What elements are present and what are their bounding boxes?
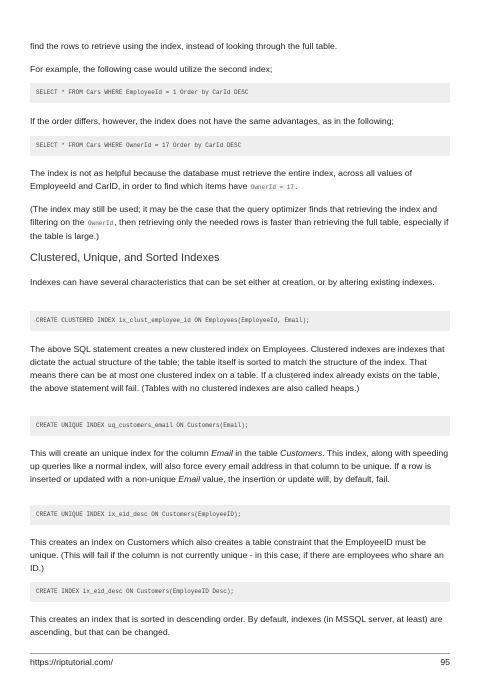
code-block: CREATE UNIQUE INDEX uq_customers_email ON Customers(Email); [30,416,450,436]
paragraph: The index is not as helpful because the database must retrieve the entire index, across all values of EmployeeId and CarID, in order to find which items have OwnerId = 17. [30,168,412,191]
paragraph: This creates an index on Customers which also creates a table constraint that the EmployeeID must be unique. (This will fail if the column is not currently unique - in this case, if there are employees who share an ID.) [30,537,444,573]
section-heading: Clustered, Unique, and Sorted Indexes [30,252,220,264]
paragraph: This will create an unique index for the column Email in the table Customers. This index, along with speeding up queries like a normal index, will also force every email address in that column to be unique. If a row is inserted or updated with a non-unique Email value, the insertion or update will, by default, fail. [30,448,449,484]
code-block: CREATE UNIQUE INDEX ix_eid_desc ON Customers(EmployeeID); [30,505,450,525]
paragraph: find the rows to retrieve using the index, instead of looking through the full table. [30,41,338,51]
paragraph: This creates an index that is sorted in descending order. By default, indexes (in MSSQL server, at least) are ascending, but that can be changed. [30,614,443,637]
page-number: 95 [440,657,450,667]
footer-url[interactable]: https://riptutorial.com/ [30,657,114,667]
code-block: CREATE CLUSTERED INDEX ix_clust_employee_id ON Employees(EmployeeId, Email); [30,311,450,331]
paragraph: The above SQL statement creates a new clustered index on Employees. Clustered indexes are indexes that dictate the actual structure of the table; the table itself is sorted to match the structure of the index. That means there can be at most one clustered index on a table. If a clustered index already exists on the table, the above statement will fail. (Tables with no clustered indexes are also called heaps.) [30,344,445,393]
code-block: SELECT * FROM Cars WHERE OwnerId = 17 Order by CarId DESC [30,136,450,156]
code-block: CREATE INDEX ix_eid_desc ON Customers(EmployeeID Desc); [30,582,450,602]
paragraph: If the order differs, however, the index does not have the same advantages, as in the following; [30,116,394,126]
paragraph: Indexes can have several characteristics that can be set either at creation, or by altering existing indexes. [30,277,435,287]
footer-divider [30,653,450,654]
inline-code: OwnerId [88,220,114,227]
inline-code: OwnerId = 17 [250,184,294,191]
paragraph: (The index may still be used; it may be the case that the query optimizer finds that retrieving the index and filtering on the OwnerId, then retrieving only the needed rows is faster than retrieving the full table, especially if the table is large.) [30,204,449,241]
code-block: SELECT * FROM Cars WHERE EmployeeId = 1 Order by CarId DESC [30,83,450,103]
paragraph: For example, the following case would utilize the second index; [30,64,273,74]
